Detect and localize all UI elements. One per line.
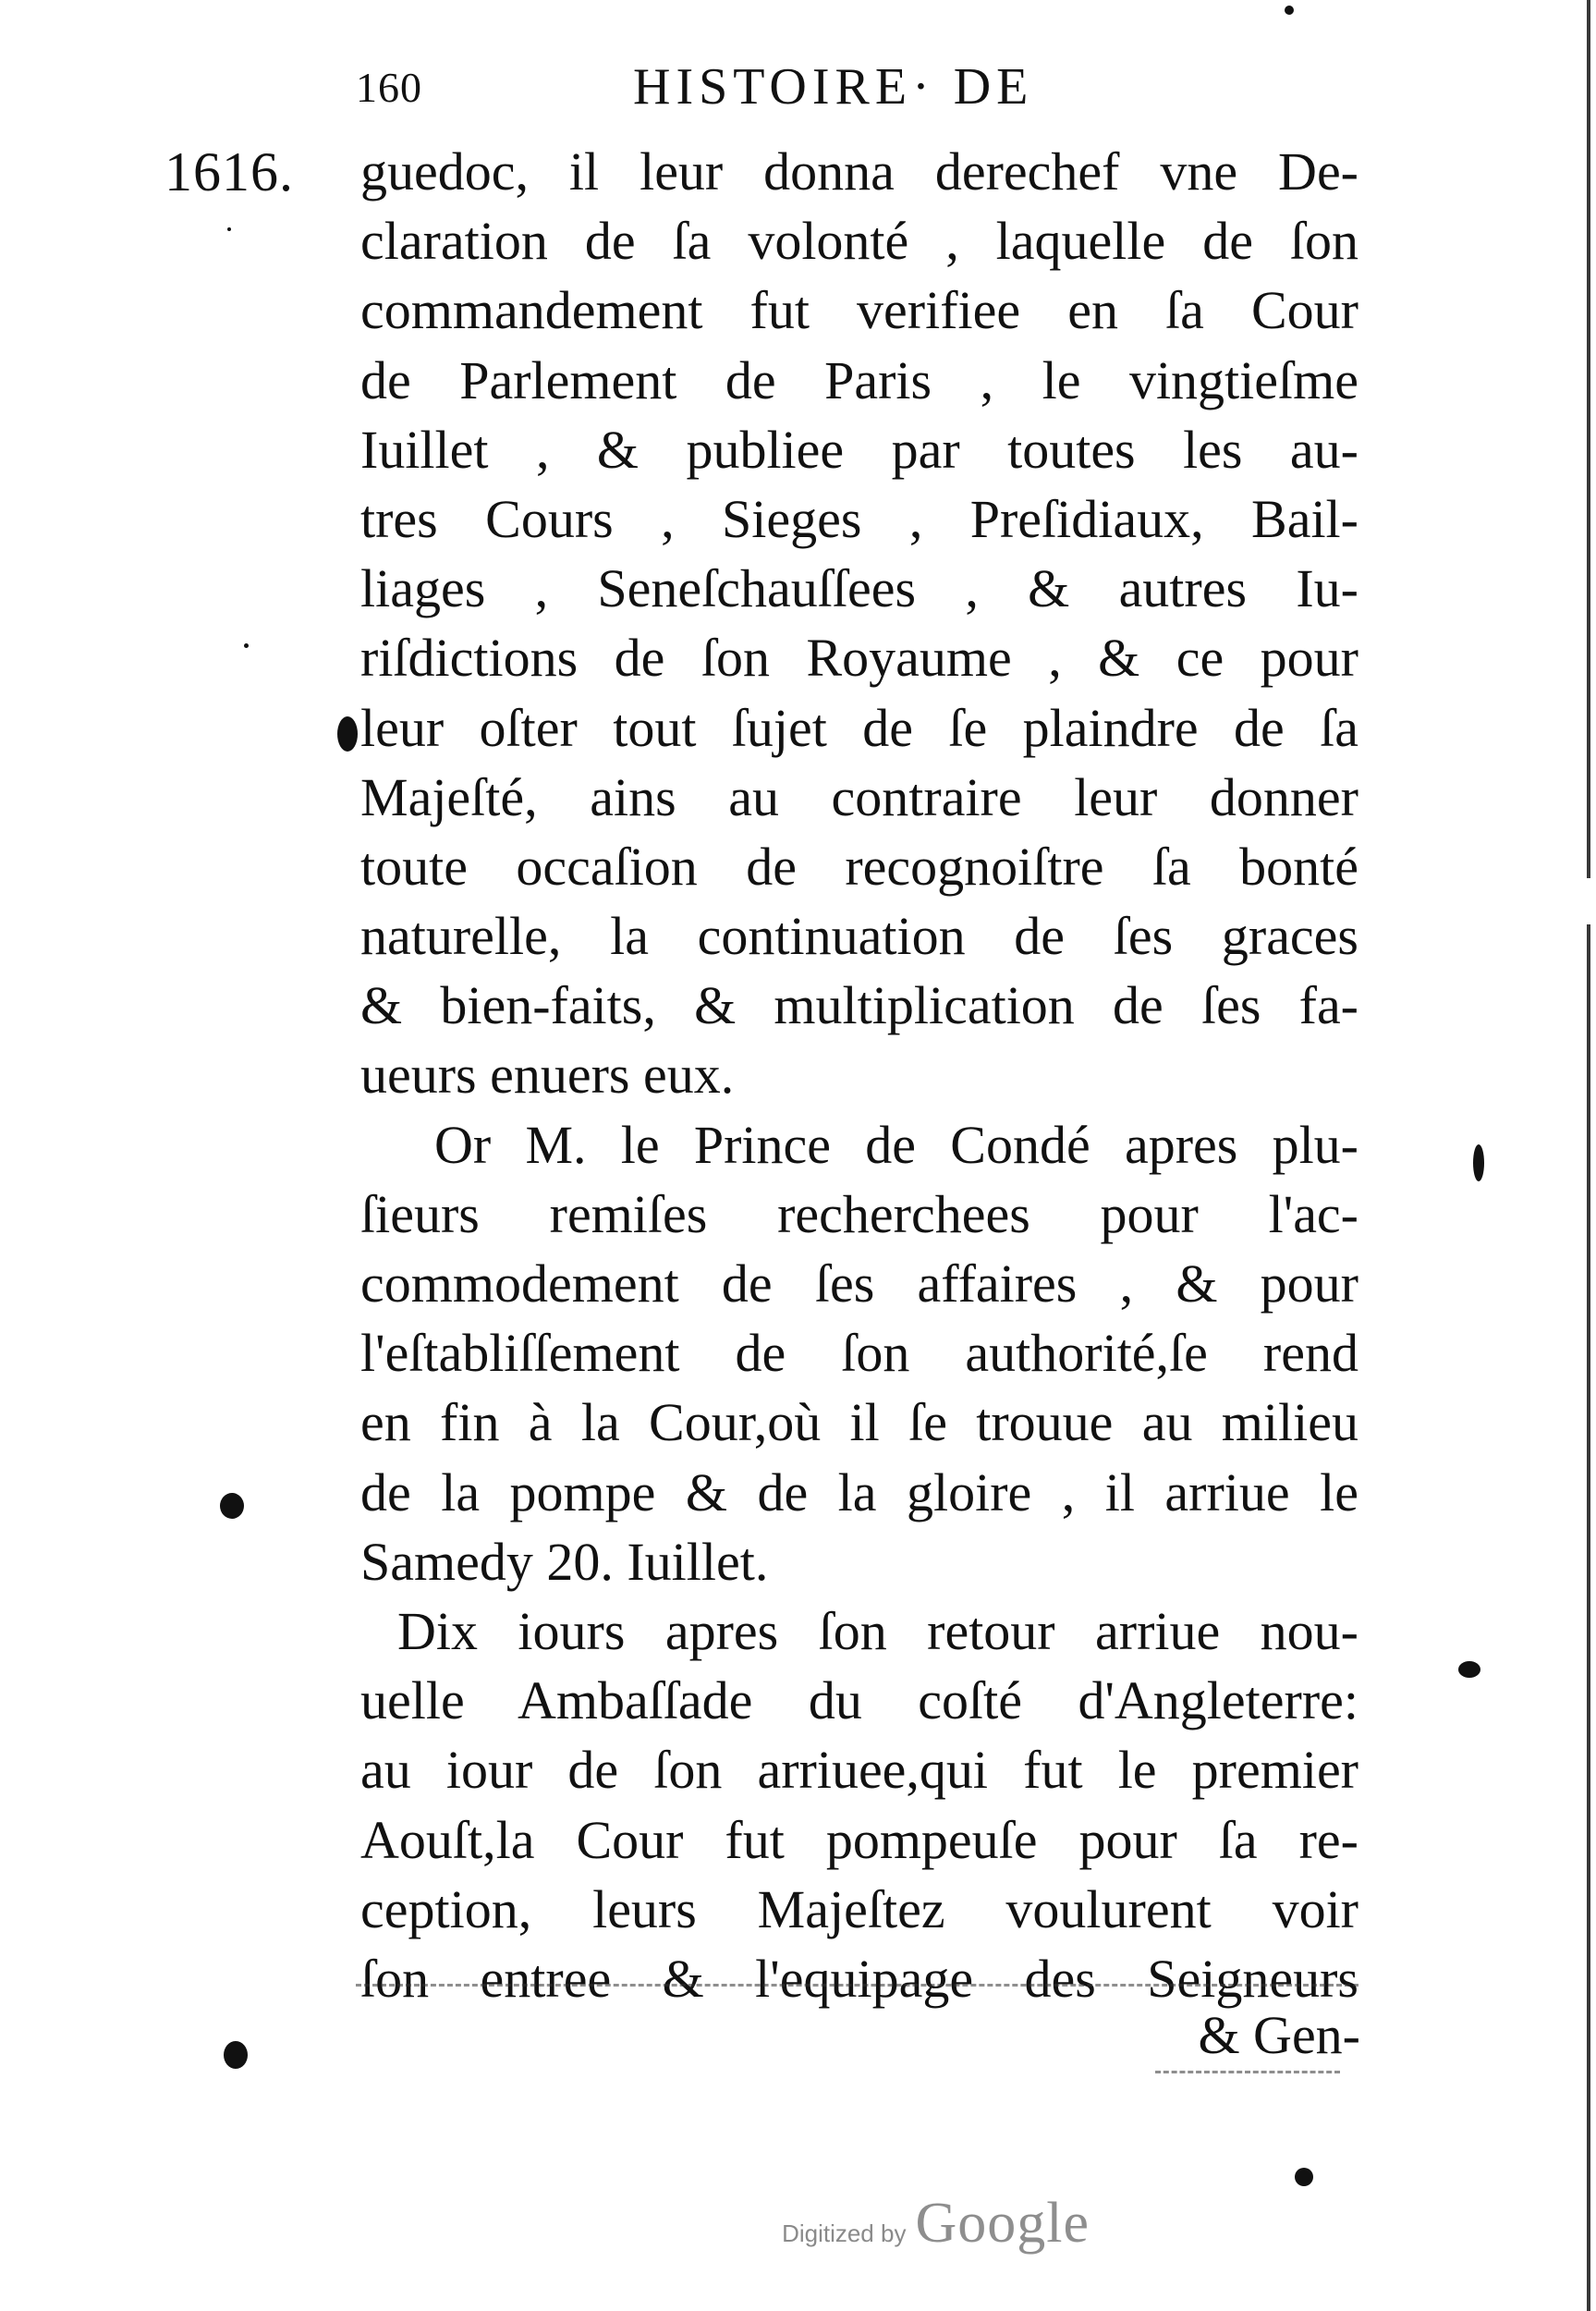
text-line: liages , Seneſchauſſees , & autres Iu- [360,558,1358,619]
text-line: claration de ſa volonté , laquelle de ſon [360,211,1358,272]
ink-blot [220,1493,244,1519]
scan-underline-artifact [356,1984,1358,1996]
text-line: leur oſter tout ſujet de ſe plaindre de ſa [360,697,1358,758]
text-line: ueurs enuers eux. [360,1045,735,1106]
page-edge-shadow [1587,0,1590,2311]
text-line: naturelle, la continuation de ſes graces [360,906,1358,967]
text-line: ſon entree & l'equipage des Seigneurs [360,1948,1358,2009]
text-line: riſdictions de ſon Royaume , & ce pour [360,628,1358,689]
ink-blot [1458,1661,1480,1678]
digitized-by-label: Digitized by [782,2219,907,2247]
text-line: Dix iours apres ſon retour arriue nou- [397,1600,1358,1661]
margin-year-note: 1616. [164,141,294,202]
text-line: Majeſté, ains au contraire leur donner [360,766,1358,827]
scan-underline-artifact [1155,2071,1340,2081]
text-line: Or M. le Prince de Condé apres plu- [434,1114,1358,1175]
text-line: Iuillet , & publiee par toutes les au- [360,419,1358,480]
digitized-by-google-watermark [782,2191,1090,2256]
ink-blot [244,643,249,648]
ink-blot [1285,6,1294,15]
ink-blot [1473,1144,1484,1181]
text-line: Aouſt,la Cour fut pompeuſe pour ſa re- [360,1809,1358,1870]
text-line: uelle Ambaſſade du coſté d'Angleterre: [360,1670,1358,1731]
text-line: ſieurs remiſes recherchees pour l'ac- [360,1183,1358,1244]
text-line: Samedy 20. Iuillet. [360,1531,769,1592]
catchword: & Gen- [1198,2005,1360,2065]
ink-blot [1295,2168,1313,2186]
text-line: commodement de ſes affaires , & pour [360,1253,1358,1314]
ink-blot [337,716,358,752]
text-line: l'eſtabliſſement de ſon authorité,ſe rend [360,1323,1358,1384]
text-line: guedoc, il leur donna derechef vne De- [360,141,1358,202]
text-line: & bien-faits, & multiplication de ſes fa- [360,975,1358,1036]
text-line: au iour de ſon arriuee,qui fut le premier [360,1740,1358,1801]
text-line: ception, leurs Majeſtez voulurent voir [360,1878,1358,1939]
google-logo-text: Google [915,2192,1090,2255]
running-title: HISTOIRE· DE [633,58,1034,116]
page-header [356,58,1141,128]
text-line: tres Cours , Sieges , Preſidiaux, Bail- [360,488,1358,549]
text-line: toute occaſion de recognoiſtre ſa bonté [360,836,1358,897]
page-number: 160 [356,64,422,111]
text-line: en fin à la Cour,où il ſe trouue au milieu [360,1392,1358,1453]
body-text [360,137,1358,2013]
text-line: de Parlement de Paris , le vingtieſme [360,349,1358,410]
ink-blot [227,227,231,231]
text-line: de la pompe & de la gloire , il arriue le [360,1461,1358,1522]
ink-blot [224,2041,248,2069]
text-line: commandement fut verifiee en ſa Cour [360,280,1358,341]
